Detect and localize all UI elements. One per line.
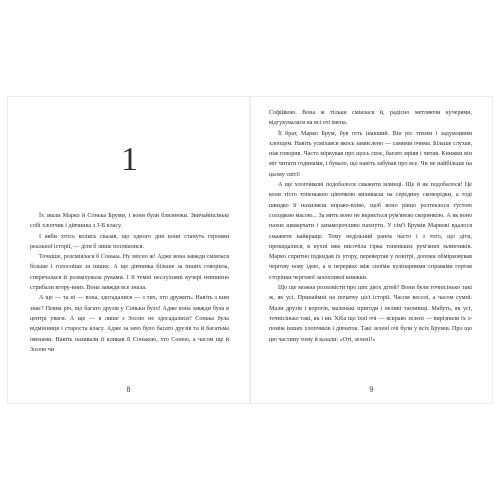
paragraph: Що ще можна розповісти про цих двох дітей? Вони були точнісінько такі ж, як усі. Принаймні на початку цієї історії. Часом веселі, а часом сумні. Мали друзів і ворогів, маленькі пригоди і великі таємниці. Мабуть, як усі, точнісінько такі, як і ви. Хіба що їхні очі — яскраво зелені — вирізняли їх з-поміж інших хлопчиків і дівчаток. Такі зелені очі були у всіх Брумів. Про що цю частину тому й казали: «Оті, зелені!»: [269, 285, 472, 343]
paragraph: Точніше, розсміялася б Сонька. Ну звісно ж! Адже вона завжди сміялася більше і голосніше за інших. А ще дівчинка більше за інших говорила, сперечалася й розмахувала руками. І її темні неслухняні кучері невпинно стрибали вгору-вниз. Вона завжди все знала.: [30, 254, 229, 292]
right-page-text: [269, 108, 472, 345]
chapter-number: 1: [121, 141, 139, 178]
paragraph: Софійкою. Вона ж тільки сміялася й, радісно метляючи кучерями, відгукувалася на всі оті імена.: [269, 110, 472, 127]
page-number-right: 9: [369, 385, 374, 394]
right-page: [251, 97, 492, 403]
paragraph: А ще — та ні — вона, здогадалися — з тих, хто дружить. Навіть з ким знає? Певна річ, що багато друзів у Соньки було! Адже вона завжди була в центрі уваги. А ще — я лише з Зосею не здогадалися? Сонька була відмінниця і староста класу. Адже за нею було багато друзів та й багатьма іменами. Навіть називали її кликав її Сонькою, хто Сонею, а часом ще й Зосею чи: [30, 295, 229, 353]
paragraph: А ще хлопчикові подобалося смажити млинці. Ще й як подобалося! Це коли тісто тоненькою цівочкою виливаєш на середину сковорідки, а тоді швидко її нахиляєш вправо-вліво, щоб воно рівно розтеклося густою солодкою масою... За мить воно не вкриється рум'яною скоринкою. А як воно пахне шкварчати і запаморочливо пахнути. У сім'ї Брумів Маркові вдалося смажити найкраще. Тому недільний ранок часто і з того, що діти, прокидалися, в кухні вже височіла гірка тоненьких рум'яних млинчиків. Марко спритно підкидав їх угору, перевертав у повітрі, допоки обмірковував чергову нову ідею, а в перервах між своїми кулінарними справами гортав сторінки чергової захопливої книжки.: [269, 182, 472, 281]
book-spread: [8, 97, 492, 403]
paragraph: Її брат, Марко Брум, був геть інакший. Він ріс тихим і задумливим хлопцем. Навіть усміхався якось замислено — самими очима. Більше слухав, ніж говорив. Часто міркував про щось своє, багато мріяв і читав. Книжки він міг читати годинами, і бувало, що навіть забував про все. Чи не найбільше на цьому світі!: [269, 130, 472, 178]
left-page-text: [30, 211, 229, 355]
left-page: [8, 97, 249, 403]
paragraph: І якби хтось колись сказав, що одного дня вони стануть героями реальної історії, — діти б лише посміялися.: [30, 233, 229, 250]
page-number-left: 8: [126, 385, 131, 394]
paragraph: Їх звали Марко й Сонька Бруми, і вони були близнюки. Звичайнісінькі собі хлопчик і дівчинка з 3-Б класу.: [30, 213, 229, 230]
